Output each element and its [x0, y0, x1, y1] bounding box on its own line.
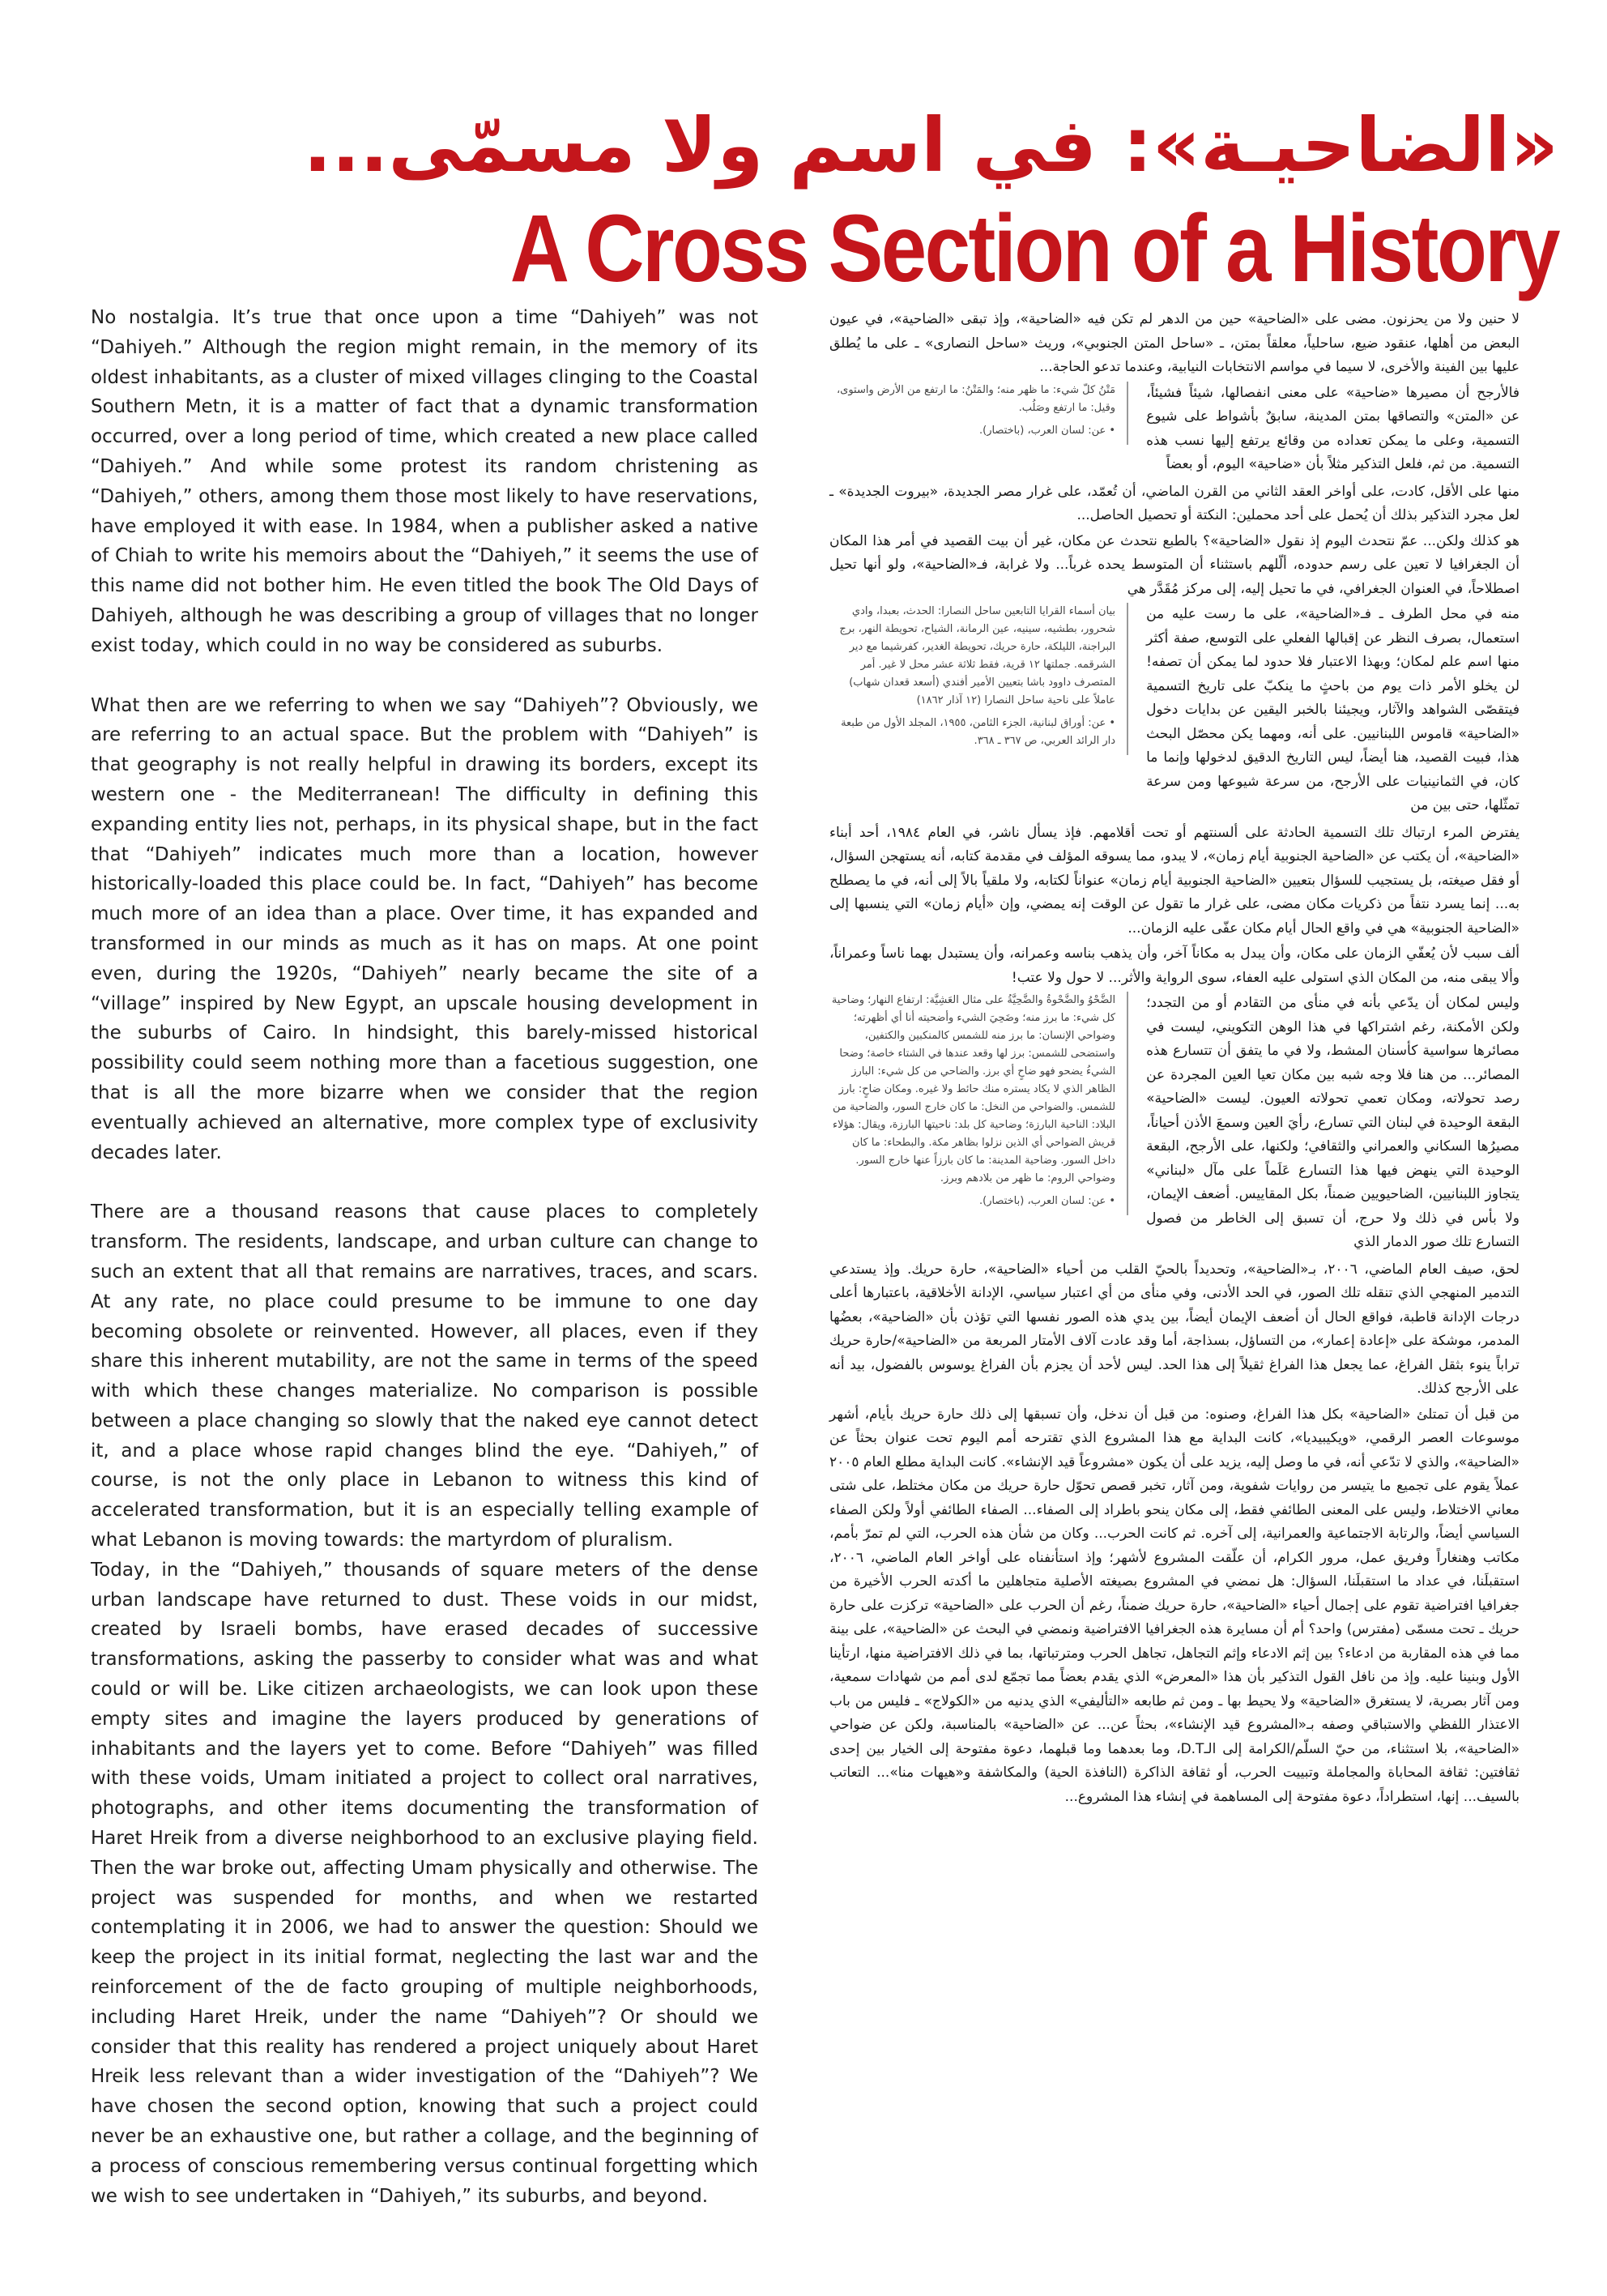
arabic-section-2-main: منه في محل الطرف ـ فـ«الضاحية»، على ما رست عليه من استعمال، بصرف النظر عن إقبالها الفعلي على التوسع، صفة أكثر منها اسم علم لمكان؛ وبهذا الاعتبار فلا حدود لما يمكن أن تصفه! لن يخلو الأمر ذات يوم من باحثٍ ما ينكبّ على تاريخ التسمية فيتقصّى الشواهد والآثار، ويجيئنا بالخبر اليقين عن بدايات دخول «الضاحية» قاموس اللبنانيين. على أنه، ومهما يكن محصّل البحث هذا، فبيت القصيد، هنا أيضاً، ليس التاريخ الدقيق لدخولها وإنما ما كان، في الثمانينيات على الأرجح، من سرعة شيوعها ومن سرعة تمثّلها، حتى بين من	[1146, 606, 1520, 813]
arabic-paragraph-2: منها على الأقل، كادت، على أواخر العقد الثاني من القرن الماضي، أن تُعمّد، على غرار مصر الجديدة، «بيروت الجديدة» ـ لعل مجرد التذكير بذلك أن يُحمل على أحد محملين: النكتة أو تحصيل الحاصل...	[829, 483, 1520, 523]
arabic-column	[829, 308, 1520, 1811]
arabic-title: «الضاحيـة»: في اسم ولا مسمّى...	[303, 102, 1558, 189]
arabic-sidenote-1	[829, 382, 1128, 445]
arabic-section-3	[829, 992, 1520, 1255]
arabic-sidenote-1-source: • عن: لسان العرب، (باختصار).	[978, 424, 1116, 437]
english-title: A Cross Section of a History	[509, 195, 1558, 302]
english-paragraph-3: There are a thousand reasons that cause places to completely transform. The residents, landscape, and urban culture can change to such an extent that all that remains are narratives, traces, and scars. At any rate, no place could presume to be immune to one day becoming obsolete or reinvented. However, all places, even if they share this inherent mutability, are not the same in terms of the speed with which these changes materialize. No comparison is possible between a place changing so slowly that the naked eye cannot detect it, and a place whose rapid changes blind the eye. “Dahiyeh,” of course, is not the only place in Lebanon to witness this kind of accelerated transformation, but it is an especially telling example of what Lebanon is moving towards: the martyrdom of pluralism.	[91, 1201, 758, 1551]
arabic-section-2	[829, 603, 1520, 818]
arabic-paragraph-5: ألف سبب لأن يُعفّي الزمان على مكان، وأن يبدل به مكاناً آخر، وأن يذهب بناسه وعمرانه، وأن يستبدل بهما ناساً وعمراناً، وألا يبقى منه، من المكان الذي استولى عليه العفاء، سوى الرواية والأثر... لا حول ولا عتب!	[829, 945, 1520, 986]
arabic-paragraph-4: يفترض المرء ارتباك تلك التسمية الحادثة على ألسنتهم أو تحت أقلامهم. فإذ يسأل ناشر، في العام ١٩٨٤، أحد أبناء «الضاحية»، أن يكتب عن «الضاحية الجنوبية أيام زمان»، لا يبدو، مما يسوقه المؤلف في مقدمة كتابه، أنه يستهجن السؤال، أو فقل صيغته، بل يستجيب للسؤال بتعيين «الضاحية الجنوبية أيام زمان» عنواناً لكتابه، ولا ملقياً بالاً إلى أنه، في ما يصطلح به... إنما يسرد نتفاً من ذكريات مكان مضى، على غرار ما تقول عن الوقت إنه يمضي، وإن «أيام زمان» التي ينسبها إلى «الضاحية الجنوبية» هي في واقع الحال أيام مكان عفّى عليه الزمان...	[829, 824, 1520, 937]
english-paragraph-1: No nostalgia. It’s true that once upon a time “Dahiyeh” was not “Dahiyeh.” Although the region might remain, in the memory of its oldest inhabitants, as a cluster of mixed villages clinging to the Coastal Southern Metn, it is a matter of fact that a dynamic transformation occurred, over a long period of time, which created a new place called “Dahiyeh.” And while some protest its random christening as “Dahiyeh,” others, among them those most likely to have reservations, have employed it with ease. In 1984, when a publisher asked a native of Chiah to write his memoirs about the “Dahiyeh,” it seems the use of this name did not bother him. He even titled the book The Old Days of Dahiyeh, although he was describing a group of villages that no longer exist today, which could in no way be considered as suburbs.	[91, 307, 758, 656]
english-paragraph-2: What then are we referring to when we say “Dahiyeh”? Obviously, we are referring to an actual space. But the problem with “Dahiyeh” is that geography is not really helpful in drawing its borders, except its western one - the Mediterranean! The difficulty in defining this expanding entity lies not, perhaps, in its physical shape, but in the fact that “Dahiyeh” indicates much more than a location, however historically-loaded this place could be. In fact, “Dahiyeh” has become much more of an idea than a place. Over time, it has expanded and transformed in our minds as much as it has on maps. At one point even, during the 1920s, “Dahiyeh” nearly became the site of a “village” inspired by New Egypt, an upscale housing development in the suburbs of Cairo. In hindsight, this barely-missed historical possibility could seem nothing more than a facetious suggestion, one that is all the more bizarre when we consider that the region eventually achieved an alternative, more complex type of exclusivity decades later.	[91, 694, 758, 1163]
arabic-sidenote-3-text: الضَّحْوُ والضَّحْوةُ والضَّحِيَّةُ على مثال العَشِيَّة: ارتفاع النهار؛ وضاحية كل شيء: ما برز منه؛ وضَحِيَ الشيء وأضحيته أنا أي أظهرته؛ وضواحي الإنسان: ما برز منه للشمس كالمنكبين والكتفين، واستضحى للشمس: برز لها وقعد عندها في الشتاء خاصة؛ وضحا الشيءُ يضحو فهو ضاحٍ أي برز. والضاحي من كل شيء: البارز الظاهر الذي لا يكاد يستره منك حائط ولا غيره. ومكان ضاحٍ: بارز للشمس. والضواحي من النخل: ما كان خارج السور، والضاحية من البلاد: الناحية البارزة؛ وضاحية كل بلد: ناحيتها البارزة، ويقال: هؤلاء قريش الضواحي أي الذين نزلوا بظاهر مكة. والبطحاء: ما كان داخل السور. وضاحية المدينة: ما كان بارزاً عنها خارج السور. وضواحي الروم: ما ظهر من بلادهم وبرز.	[831, 994, 1116, 1184]
title-block	[49, 97, 1558, 301]
arabic-intro: لا حنين ولا من يحزنون. مضى على «الضاحية» حين من الدهر لم تكن فيه «الضاحية»، وإذ تبقى «الضاحية»، في عيون البعض من أهلها، عنقود ضيع، ساحلياً، معلقاً بمتن، ـ «ساحل المتن الجنوبي»، وريث «ساحل النصارى» ـ على ما يُطلق عليها بين الفينة والأخرى، لا سيما في مواسم الانتخابات النيابية، وعندما تدعو الحاجة...	[829, 311, 1520, 375]
arabic-sidenote-2-source: • عن: أوراق لبنانية، الجزء الثامن، ١٩٥٥، المجلد الأول من طبعة دار الرائد العربي، ص ٣٦٧ ـ ٣٦٨.	[841, 717, 1116, 747]
arabic-sidenote-2-text: بيان أسماء القرايا التابعين ساحل النصارا: الحدث، بعبدا، وادي شحرور، بطشيه، سينيه، عين الرمانة، الشياح، تحويطة النهر، برج البراجنة، الليلكة، حارة حريك، تحويطة الغدير، كفرشيما مع دير الشرقمه. جملتها ١٢ قرية، فقط ثلاثة عشر محل لا غير. أمر المتصرف داوود باشا بتعيين الأمير أفندي (أسعد قعدان شهاب) عاملاً على ناحية ساحل النصارا (١٢ آذار ١٨٦٢)	[839, 605, 1116, 706]
arabic-sidenote-3-source: • عن: لسان العرب، (باختصار).	[978, 1195, 1116, 1207]
arabic-paragraph-3: هو كذلك ولكن... عمّ نتحدث اليوم إذ نقول «الضاحية»؟ بالطبع نتحدث عن مكان، غير أن بيت القصيد في أمر هذا المكان أن الجغرافيا لا تعين على رسم حدوده، ألّلهم باستثناء أن المتوسط يحده غرباً... ولا غرابة، فـ«الضاحية»، ولو أنها تحيل اصطلاحاً، في العنوان الجغرافي، في ما تحيل إليه، إلى مركز مُقَدَّر هي	[829, 532, 1520, 597]
arabic-sidenote-3	[829, 992, 1128, 1215]
english-paragraph-4: Today, in the “Dahiyeh,” thousands of square meters of the dense urban landscape have returned to dust. These voids in our midst, created by Israeli bombs, have erased decades of successive transformations, asking the passerby to consider what was and what could or will be. Like citizen archaeologists, we can look upon these empty sites and imagine the layers produced by generations of inhabitants and the layers yet to come. Before “Dahiyeh” was filled with these voids, Umam initiated a project to collect oral narratives, photographs, and other items documenting the transformation of Haret Hreik from a diverse neighborhood to an exclusive playing field. Then the war broke out, affecting Umam physically and otherwise. The project was suspended for months, and when we restarted contemplating it in 2006, we had to answer the question: Should we keep the project in its initial format, neglecting the last war and the reinforcement of the de facto grouping of multiple neighborhoods, including Haret Hreik, under the name “Dahiyeh”? Or should we consider that this reality has rendered a project uniquely about Haret Hreik less relevant than a wider investigation of the “Dahiyeh”? We have chosen the second option, knowing that such a project could never be an exhaustive one, but rather a collage, and the beginning of a process of conscious remembering versus continual forgetting which we wish to see undertaken in “Dahiyeh,” its suburbs, and beyond.	[91, 1559, 758, 2207]
arabic-section-1	[829, 382, 1520, 477]
arabic-paragraph-7: من قبل أن تمتلئ «الضاحية» بكل هذا الفراغ، وصنوه: من قبل أن ندخل، وأن تسبقها إلى ذلك حارة حريك بأيام، أشهر موسوعات العصر الرقمي، «ويكيبيديا»، كانت البداية مع هذا المشروع الذي تقترحه أمم اليوم تحت عنوان بحثاً عن «الضاحية»، والذي لا تدّعي أنه، في ما وصل إليه، يزيد على أن يكون «مشروعاً قيد الإنشاء». كانت البداية مطلع العام ٢٠٠٥ عملاً يقوم على تجميع ما يتيسر من روايات شفوية، ومن آثار، تخبر قصص تحوّل حارة حريك من مكان مختلط، على شتى معاني الاختلاط، وليس على المعنى الطائفي فقط، إلى مكان ينحو باطراد إلى الصفاء... الصفاء الطائفي أولاً ولكن الصفاء السياسي أيضاً، والرتابة الاجتماعية والعمرانية، إلى آخره. ثم كانت الحرب... وكان من شأن هذه الحرب، التي لم تمرّ بأمم، مكاتب وهنغاراً وفريق عمل، مرور الكرام، أن علّقت المشروع لأشهر؛ وإذ استأنفناه على أواخر العام الماضي، ٢٠٠٦، استقبلَنا، في عداد ما استقبلَنا، السؤال: هل نمضي في المشروع بصيغته الأصلية متجاهلين ما أكدته الحرب الأخيرة من جغرافيا افتراضية تقوم على إجمال أحياء «الضاحية»، حارة حريك ضمناً، رغم أن الحرب على «الضاحية» تركزت على حارة حريك ـ تحت مسمّى (مفترس) واحد؟ أم أن مسايرة هذه الجغرافيا الافتراضية ونمضي في البحث عن «الضاحية»، على بينة مما في هذه المقاربة من ادعاء؟ بين إثم الادعاء وإثم التجاهل، تجاهل الحرب ومترتباتها، بما في ذلك الافتراضية منها، ارتأينا الأول وبنينا عليه. وإذ من نافل القول التذكير بأن هذا «المعرض» الذي يقدم بعضاً مما تجمّع لدى أمم من شهادات سمعية، ومن آثار بصرية، لا يستغرق «الضاحية» ولا يحيط بها ـ ومن ثم طابعه «التأليفي» الذي يدنيه من «الكولاج» ـ فليس من باب الاعتذار اللفظي والاستباقي وصفه بـ«المشروع قيد الإنشاء»، بحثاً عن... عن «الضاحية» بالمناسبة، ولكن عن ضواحي «الضاحية»، بلا استثناء، من حيّ السلّم/الكرامة إلى الـD.T، وما بعدهما وما قبلهما، دعوة مفتوحة إلى الخيار بين إحدى ثقافتين: ثقافة المحاباة والمجاملة وتبييت الحرب، أو ثقافة الذاكرة (النافذة الحية) والمكاشفة و«هيهات منا»... التعاتب بالسيف... إنها، استطراداً، دعوة مفتوحة إلى المساهمة في إنشاء هذا المشروع...	[829, 1406, 1520, 1805]
arabic-section-1-main: فالأرجح أن مصيرها «ضاحية» على معنى انفصالها، شيئاً فشيئاً، عن «المتن» والتصاقها بمتن المدينة، سابقٌ بأشواط على شيوع التسمية، وعلى ما يمكن تعداده من وقائع يرتفع إليها نسب هذه التسمية. من ثم، فلعل التذكير مثلاً بأن «ضاحية» اليوم، أو بعضاً	[1146, 384, 1520, 472]
english-column	[91, 303, 758, 2211]
arabic-sidenote-1-text: مَتْنُ كلّ شيء: ما ظهر منه؛ والمَتْنُ: ما ارتفع من الأرض واستوى، وقيل: ما ارتفع وصَلُب.	[836, 383, 1116, 414]
arabic-paragraph-6: لحق، صيف العام الماضي، ٢٠٠٦، بـ«الضاحية»، وتحديداً بالحيّ القلب من أحياء «الضاحية»، حارة حريك. وإذ يستدعي التدمير المنهجي الذي تنقله تلك الصور، في الحد الأدنى، وفي منأى من أي اعتبار سياسي، الإدانة الأخلاقية، باعتبارها أعلى درجات الإدانة قاطبة، فواقع الحال أن أضعف الإيمان أيضاً، بين يدي هذه الصور نفسها التي تؤذن بأن «الضاحية»، بعضُها المدمر، موشكة على «إعادة إعمار»، من التساؤل، بسذاجة، أما وقد عادت آلاف الأمتار المربعة من «الضاحية»/حارة حريك تراباً ينوء بثقل الفراغ، عما يجعل هذا الفراغ ثقيلاً إلى هذا الحد. ليس لأحد أن يجزم بأن الفراغ يوسوس بالفضول، بيد أنه على الأرجح كذلك.	[829, 1261, 1520, 1397]
arabic-section-3-main: وليس لمكان أن يدّعي بأنه في منأى من التقادم أو من التجدد؛ ولكن الأمكنة، رغم اشتراكها في هذا الوهن التكويني، ليست في مصائرها سواسية كأسنان المشط، ولا في ما يتفق أن تتسارع هذه المصائر... من هنا فلا وجه شبه بين مكان تعيا العين المجردة عن رصد تحولاته، ومكان تعمي تحولاته العيون. ليست «الضاحية» البقعة الوحيدة في لبنان التي تسارع، رأيَ العين وسمعَ الأذن أحياناً، مصيرُها السكاني والعمراني والثقافي؛ ولكنها، على الأرجح، البقعة الوحيدة التي ينهض فيها هذا التسارع عَلَماً على مآل «لبناني» يتجاوز اللبنانيين، الضاحيويين ضمناً، بكل المقاييس. أضعف الإيمان، ولا بأس في ذلك ولا حرج، أن تسبق إلى الخاطر من فصول التسارع تلك صور الدمار الذي	[1146, 995, 1520, 1250]
arabic-sidenote-2	[829, 603, 1128, 755]
